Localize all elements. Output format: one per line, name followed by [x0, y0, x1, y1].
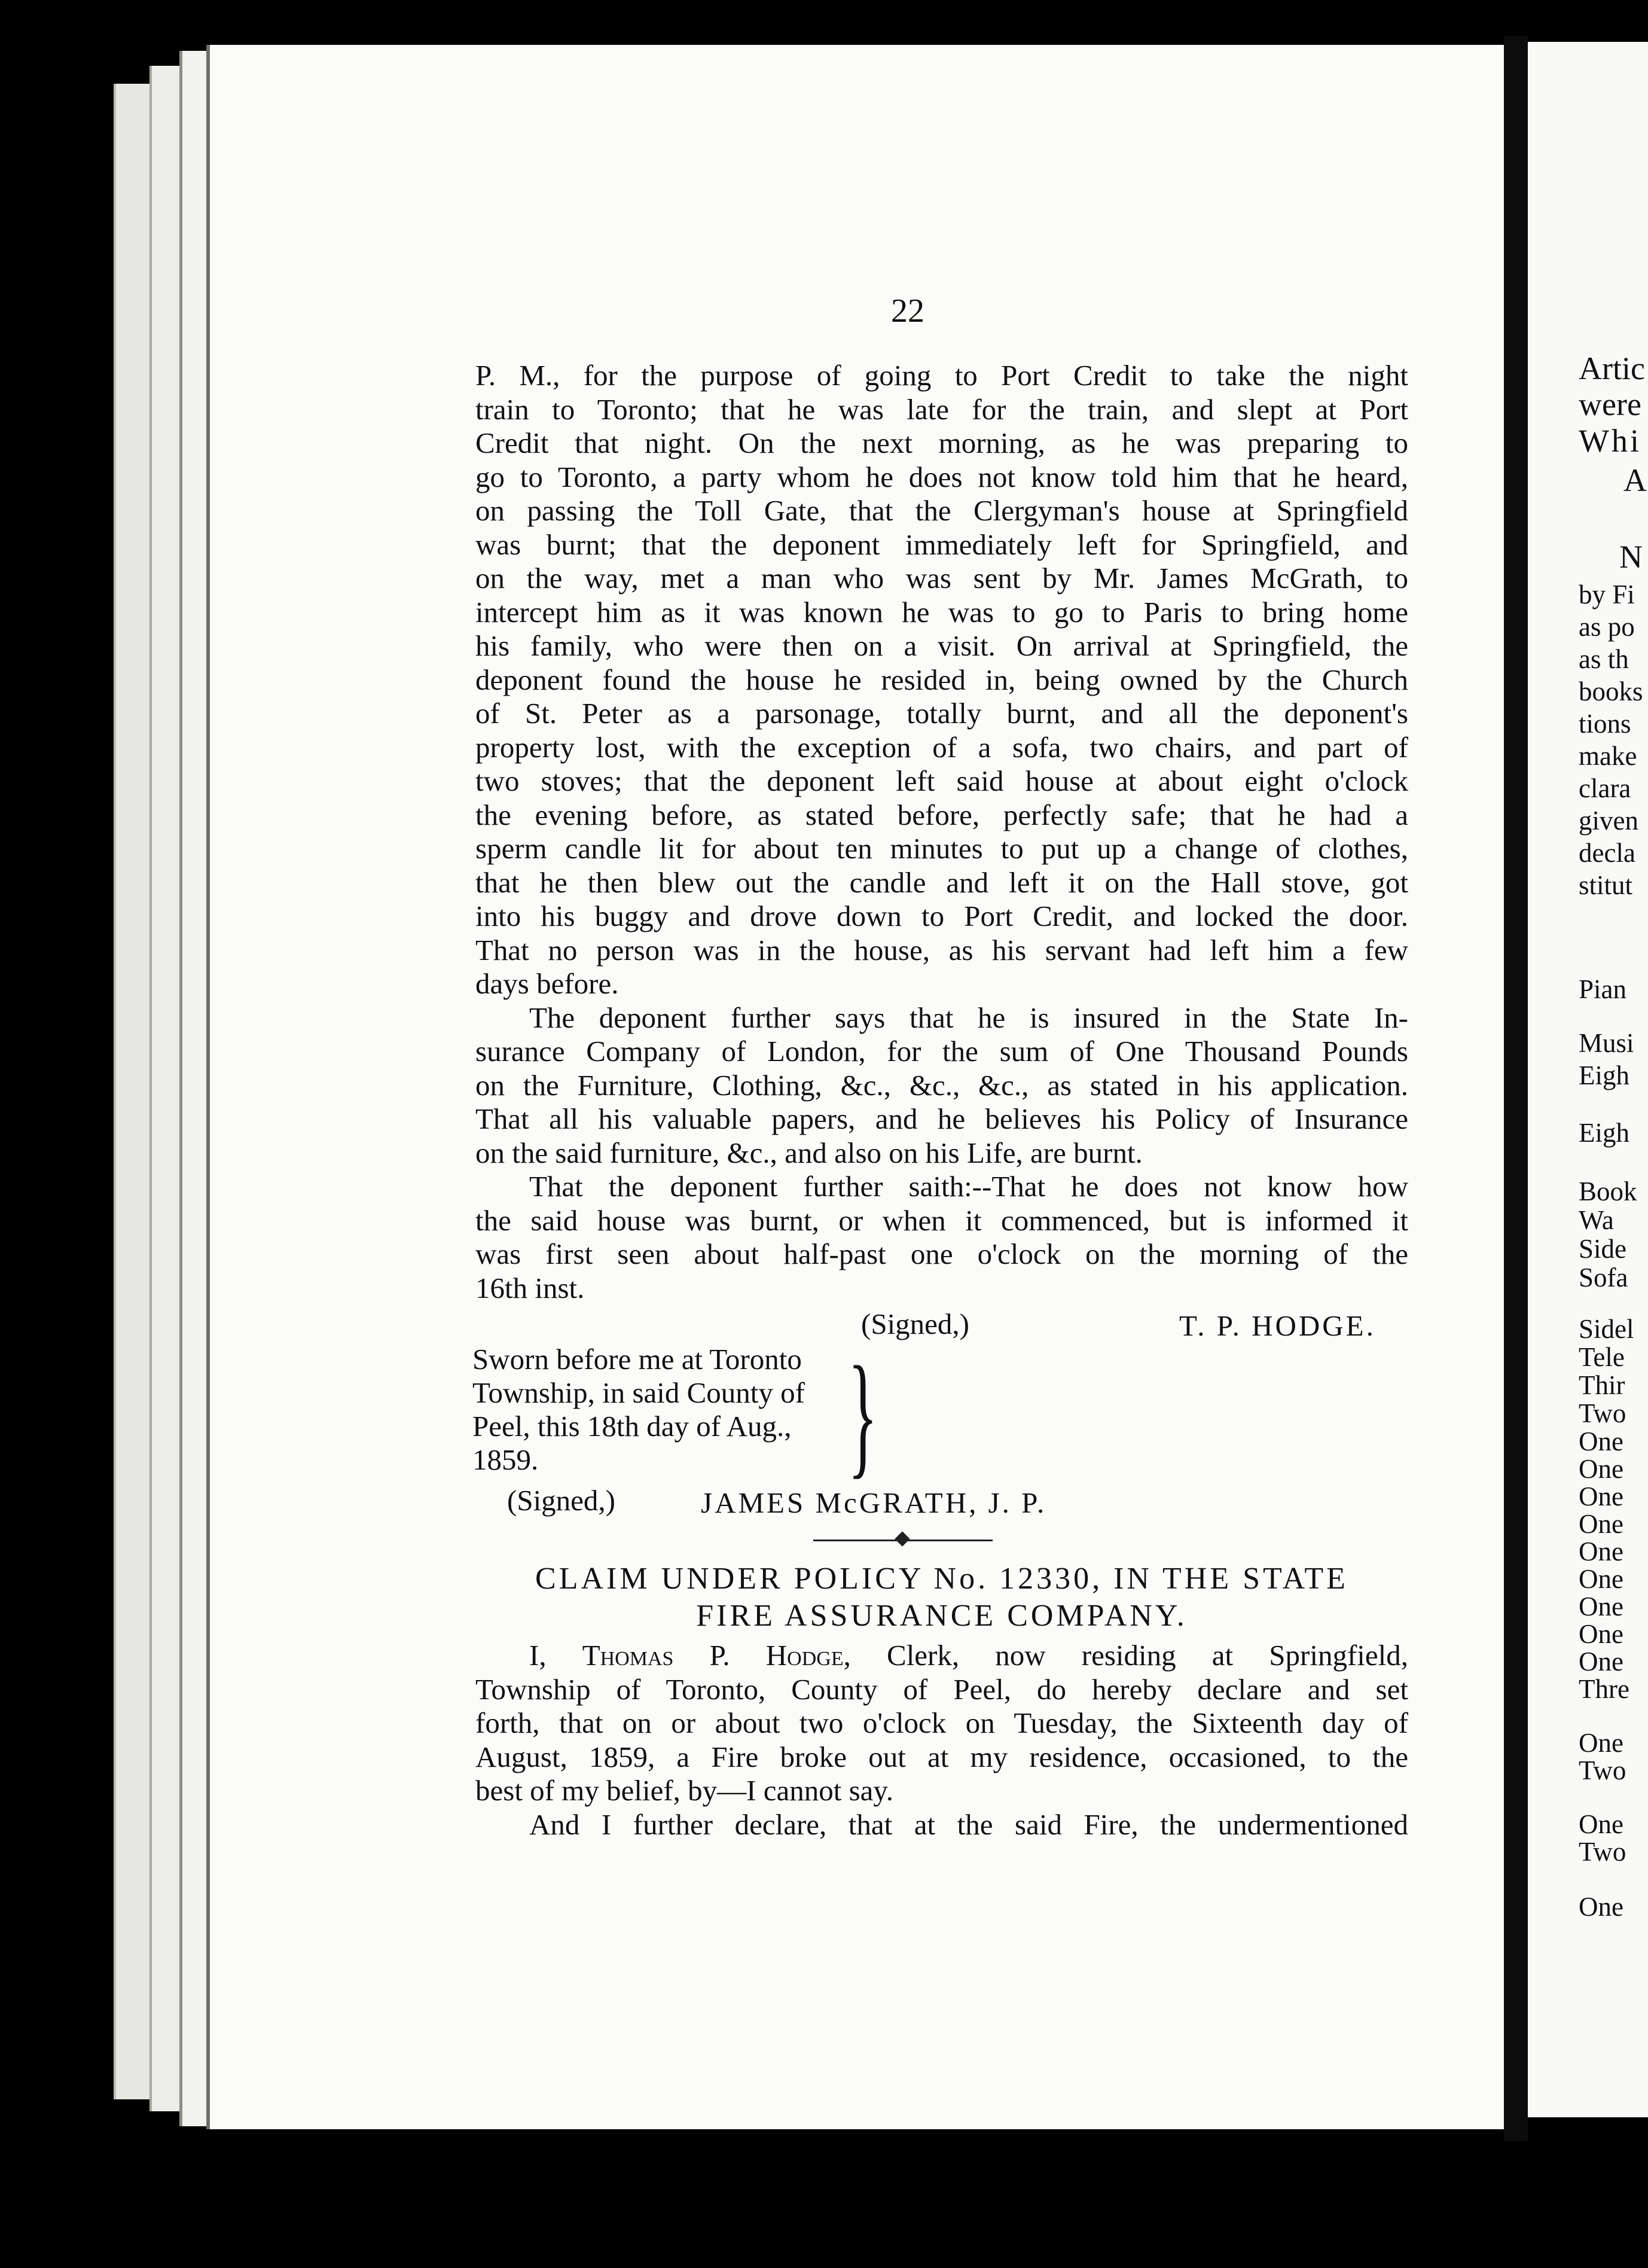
text-line: on passing the Toll Gate, that the Clergyman's house at Springfield — [475, 494, 1408, 527]
page-number: 22 — [891, 292, 924, 330]
signed-label: (Signed,) — [861, 1307, 969, 1340]
facing-page-fragment: One — [1579, 1537, 1623, 1566]
facing-page-fragment: One — [1579, 1564, 1623, 1594]
facing-page-fragment: tions — [1579, 709, 1631, 739]
facing-page-fragment: Whi — [1579, 423, 1641, 459]
text-line: deponent found the house he resided in, being owned by the Church — [475, 663, 1408, 696]
book-gutter — [1504, 36, 1528, 2141]
facing-page-fragment: A — [1623, 462, 1647, 498]
facing-page-fragment: as po — [1579, 612, 1635, 642]
claimant-name: Thomas P. Hodge — [582, 1639, 844, 1672]
jurat-line: Township, in said County of — [472, 1376, 805, 1409]
facing-page-fragment: Sidel — [1579, 1314, 1634, 1344]
facing-page-fragment: One — [1579, 1892, 1623, 1922]
text-line: I, Thomas P. Hodge, Clerk, now residing at Springfield, — [529, 1639, 1409, 1672]
facing-page-fragment: Eigh — [1579, 1060, 1629, 1090]
facing-page-fragment: Two — [1579, 1837, 1626, 1867]
facing-page-fragment: One — [1579, 1809, 1623, 1839]
facing-page-fragment: N — [1619, 539, 1643, 575]
facing-page-fragment: One — [1579, 1592, 1623, 1621]
deponent-signature: T. P. HODGE. — [1179, 1309, 1376, 1342]
facing-page-fragment: Book — [1579, 1176, 1637, 1206]
text-line: forth, that on or about two o'clock on Tuesday, the Sixteenth day of — [475, 1706, 1408, 1739]
facing-page-fragment: Musi — [1579, 1028, 1634, 1058]
text-line: on the Furniture, Clothing, &c., &c., &c., as stated in his application. — [475, 1068, 1408, 1102]
facing-page-fragment: Thre — [1579, 1674, 1629, 1704]
text-line: Township of Toronto, County of Peel, do hereby declare and set — [475, 1672, 1408, 1706]
text-line: intercept him as it was known he was to go to Paris to bring home — [475, 595, 1408, 629]
jp-signed-label: (Signed,) — [507, 1484, 615, 1517]
deposition-text — [475, 359, 1408, 1305]
jurat-brace: } — [848, 1338, 878, 1490]
facing-page-fragment: make — [1579, 741, 1637, 771]
facing-page-fragment: One — [1579, 1728, 1623, 1758]
facing-page-fragment: by Fi — [1579, 580, 1635, 609]
claim-text — [475, 1639, 1408, 1842]
facing-page-fragment: clara — [1579, 773, 1631, 803]
text-line: And I further declare, that at the said Fire, the undermentioned — [529, 1807, 1408, 1841]
justice-signature: JAMES McGRATH, J. P. — [701, 1486, 1047, 1519]
text-line: on the said furniture, &c., and also on his Life, are burnt. — [475, 1136, 1143, 1169]
facing-page-fragment: stitut — [1579, 870, 1633, 900]
facing-page-fragment: One — [1579, 1454, 1623, 1484]
text-line: Credit that night. On the next morning, as he was preparing to — [475, 426, 1408, 459]
text-line: was first seen about half-past one o'clock on the morning of the — [475, 1237, 1408, 1270]
jurat — [472, 1343, 805, 1477]
facing-page-fragment: One — [1579, 1619, 1623, 1649]
facing-page-fragment: Artic — [1579, 350, 1645, 386]
facing-page-fragment: were — [1579, 386, 1641, 422]
facing-page-fragment: Pian — [1579, 974, 1627, 1004]
text-line: That no person was in the house, as his servant had left him a few — [475, 933, 1408, 967]
text-line: surance Company of London, for the sum of One Thousand Pounds — [475, 1035, 1408, 1068]
facing-page-fragment: One — [1579, 1481, 1623, 1511]
text-line: go to Toronto, a party whom he does not know told him that he heard, — [475, 460, 1408, 493]
facing-page-fragment: Thir — [1579, 1370, 1625, 1400]
facing-page-fragment: decla — [1579, 838, 1635, 868]
facing-page-fragment: as th — [1579, 644, 1629, 674]
text-line: the evening before, as stated before, perfectly safe; that he had a — [475, 798, 1408, 831]
text-line: two stoves; that the deponent left said house at about eight o'clock — [475, 764, 1408, 797]
text-line: into his buggy and drove down to Port Credit, and locked the door. — [475, 900, 1408, 932]
text-line: was burnt; that the deponent immediately left for Springfield, and — [475, 528, 1408, 561]
text-line: his family, who were then on a visit. On arrival at Springfield, the — [475, 629, 1408, 662]
facing-page-fragment: Eigh — [1579, 1118, 1629, 1148]
text-line: property lost, with the exception of a sofa, two chairs, and part of — [475, 730, 1408, 764]
text-line: sperm candle lit for about ten minutes to put up a change of clothes, — [475, 832, 1408, 865]
facing-page-fragment: One — [1579, 1509, 1623, 1539]
text-line: That the deponent further saith:--That he does not know how — [529, 1170, 1408, 1203]
text-line: train to Toronto; that he was late for the train, and slept at Port — [475, 392, 1408, 426]
jurat-line: Peel, this 18th day of Aug., — [472, 1410, 792, 1443]
facing-page-fragment: Wa — [1579, 1205, 1614, 1235]
facing-page-fragment: Side — [1579, 1234, 1627, 1264]
jurat-line: Sworn before me at Toronto — [472, 1343, 802, 1376]
facing-page-fragment: Sofa — [1579, 1263, 1628, 1292]
text-line: 16th inst. — [475, 1271, 585, 1304]
text-line: P. M., for the purpose of going to Port Credit to take the night — [475, 359, 1408, 392]
facing-page-fragment: One — [1579, 1426, 1623, 1456]
text-line: that he then blew out the candle and left it on the Hall stove, got — [475, 865, 1408, 899]
text-line: The deponent further says that he is insured in the State In- — [529, 1001, 1408, 1034]
facing-page-fragment: given — [1579, 806, 1638, 836]
text-line: That all his valuable papers, and he believes his Policy of Insurance — [475, 1102, 1408, 1135]
facing-page-fragment: Two — [1579, 1755, 1626, 1785]
jurat-line: 1859. — [472, 1443, 539, 1476]
claim-heading-line-1: CLAIM UNDER POLICY No. 12330, IN THE STATE — [535, 1562, 1348, 1596]
facing-page-fragment: Two — [1579, 1398, 1626, 1428]
text-line: on the way, met a man who was sent by Mr. James McGrath, to — [475, 562, 1408, 595]
text-line: best of my belief, by—I cannot say. — [475, 1774, 893, 1807]
facing-page-fragment: Tele — [1579, 1342, 1625, 1372]
text-line: the said house was burnt, or when it commenced, but is informed it — [475, 1203, 1408, 1237]
text-line: August, 1859, a Fire broke out at my residence, occasioned, to the — [475, 1740, 1408, 1773]
facing-page-fragment: books — [1579, 676, 1643, 706]
facing-page-fragment: One — [1579, 1647, 1623, 1676]
text-line: days before. — [475, 967, 619, 1000]
claim-heading-line-2: FIRE ASSURANCE COMPANY. — [696, 1599, 1188, 1633]
text-line: of St. Peter as a parsonage, totally burnt, and all the deponent's — [475, 697, 1408, 730]
